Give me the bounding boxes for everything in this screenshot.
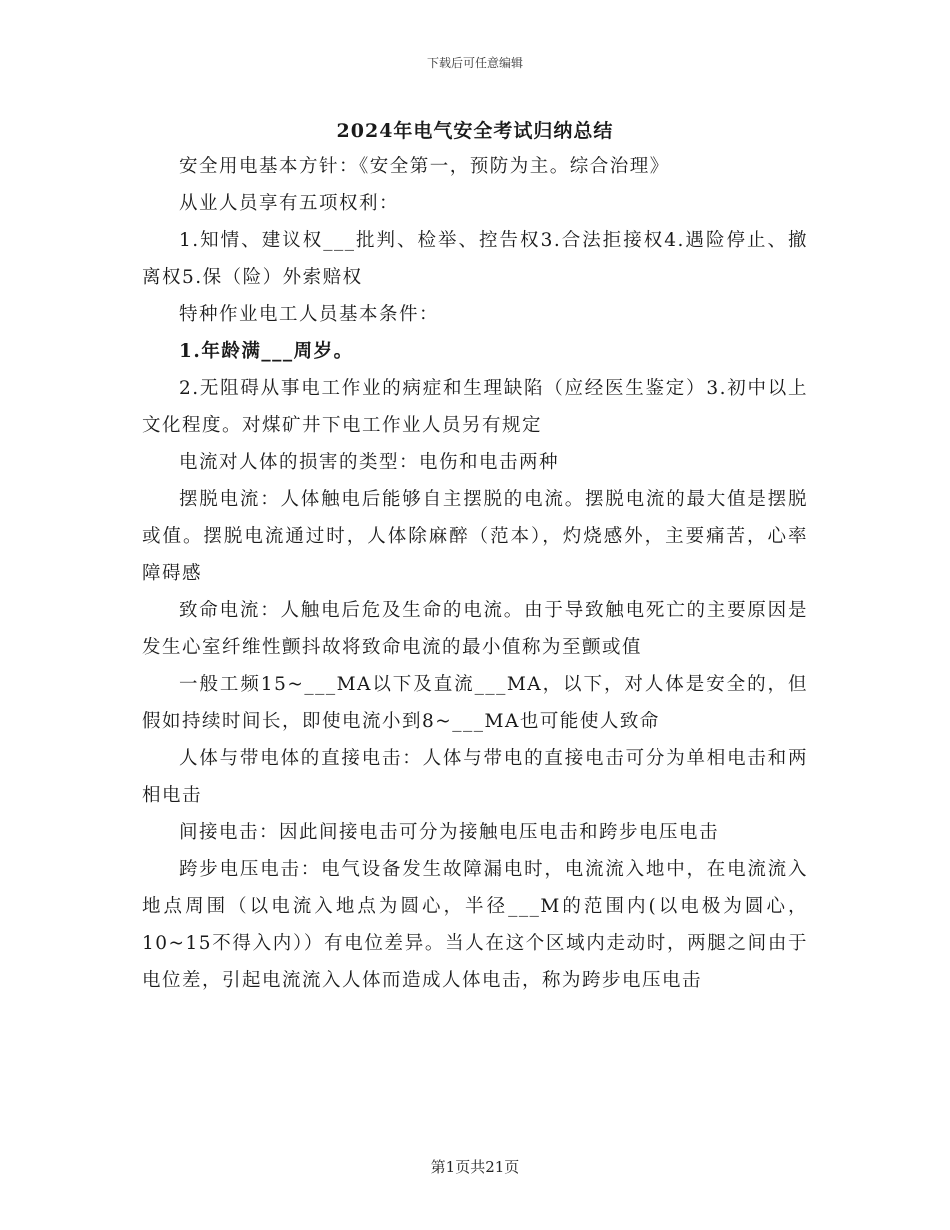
page-number-footer: 第1页共21页 (430, 1158, 520, 1176)
paragraph-direct-shock: 人体与带电体的直接电击：人体与带电的直接电击可分为单相电击和两相电击 (142, 748, 808, 806)
paragraph-age-requirement: 1.年龄满___周岁。 (179, 341, 354, 362)
document-title: 2024年电气安全考试归纳总结 (336, 120, 614, 142)
paragraph-conditions-heading: 特种作业电工人员基本条件： (179, 304, 440, 325)
page-header-note: 下载后可任意编辑 (426, 56, 523, 70)
paragraph-indirect-shock: 间接电击：因此间接电击可分为接触电压电击和跨步电压电击 (179, 822, 720, 843)
paragraph-health-education: 2.无阻碍从事电工作业的病症和生理缺陷（应经医生鉴定）3.初中以上文化程度。对煤矿井下电工作业人员另有规定 (142, 378, 808, 436)
paragraph-lethal-current: 致命电流：人触电后危及生命的电流。由于导致触电死亡的主要原因是发生心室纤维性颤抖故将致命电流的最小值称为至颤或值 (142, 600, 808, 658)
paragraph-step-voltage: 跨步电压电击：电气设备发生故障漏电时，电流流入地中，在电流流入地点周围（以电流入地点为圆心，半径___M的范围内(以电极为圆心，10~15不得入内））有电位差异。当人在这个区域内走动时，两腿之间由于电位差，引起电流流入人体而造成人体电击，称为跨步电压电击 (142, 859, 808, 991)
paragraph-rights-list: 1.知情、建议权___批判、检举、控告权3.合法拒接权4.遇险停止、撤离权5.保（险）外索赔权 (142, 230, 808, 288)
paragraph-injury-types: 电流对人体的损害的类型：电伤和电击两种 (179, 452, 560, 473)
paragraph-safety-policy: 安全用电基本方针：《安全第一，预防为主。综合治理》 (179, 156, 670, 177)
paragraph-let-go-current: 摆脱电流：人体触电后能够自主摆脱的电流。摆脱电流的最大值是摆脱或值。摆脱电流通过时，人体除麻醉（范本），灼烧感外，主要痛苦，心率障碍感 (142, 489, 808, 584)
document-body (142, 148, 808, 999)
paragraph-safe-current: 一般工频15~___MA以下及直流___MA，以下，对人体是安全的，但假如持续时间长，即使电流小到8~___MA也可能使人致命 (142, 674, 808, 732)
paragraph-rights-heading: 从业人员享有五项权利： (179, 193, 400, 214)
